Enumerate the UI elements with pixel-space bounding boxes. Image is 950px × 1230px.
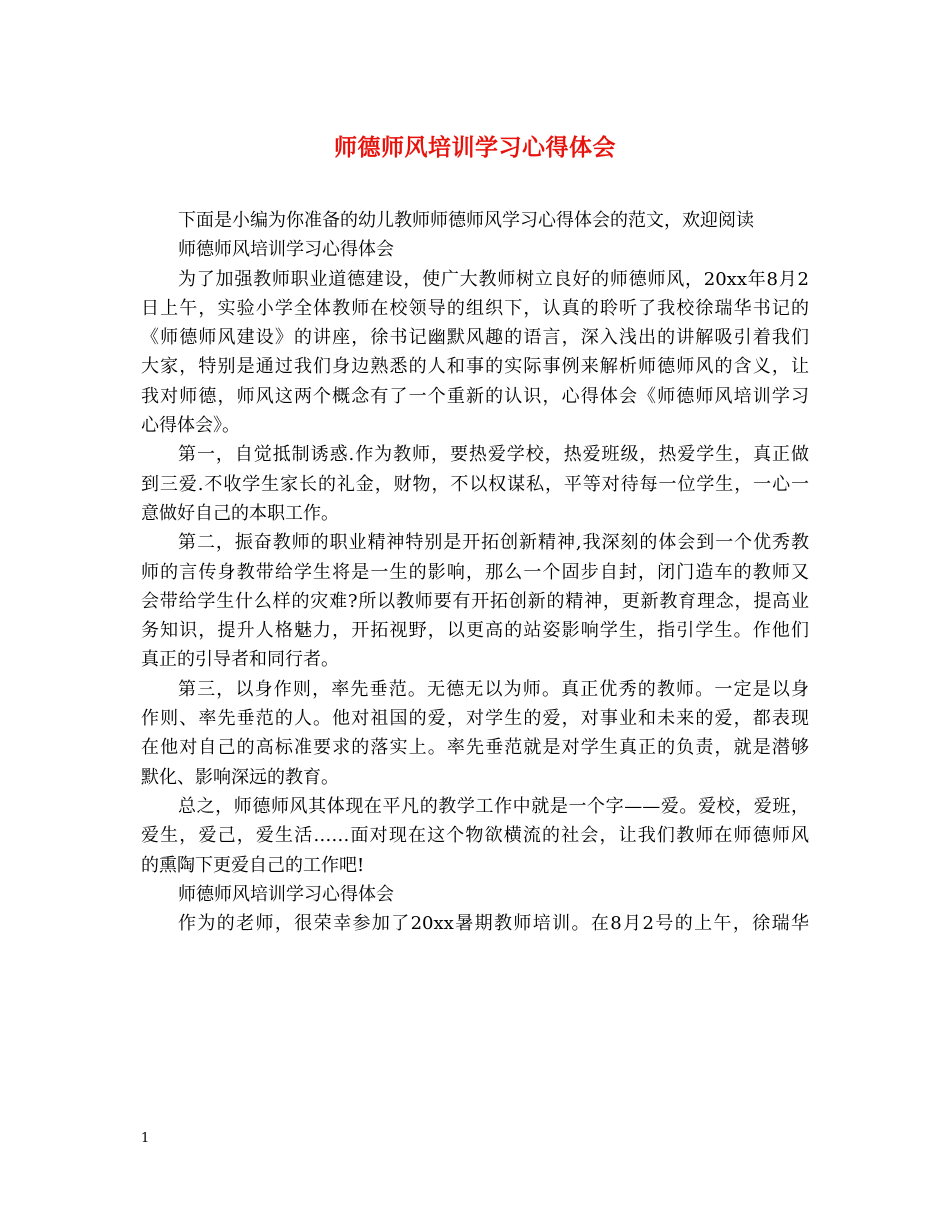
paragraph-line: 作则、率先垂范的人。他对祖国的爱，对学生的爱，对事业和未来的爱，都表现 [141, 708, 809, 730]
paragraph-line: 《师德师风建设》的讲座，徐书记幽默风趣的语言，深入浅出的讲解吸引着我们 [141, 327, 809, 349]
paragraph-line: 的熏陶下更爱自己的工作吧! [141, 854, 365, 876]
section-heading: 师德师风培训学习心得体会 [178, 239, 394, 261]
intro-line: 下面是小编为你准备的幼儿教师师德师风学习心得体会的范文，欢迎阅读 [178, 210, 754, 231]
paragraph-line: 真正的引导者和同行者。 [141, 649, 339, 671]
page-number: 1 [141, 1131, 150, 1146]
paragraph-line: 为了加强教师职业道德建设，使广大教师树立良好的师德师风，20xx年8月2 [178, 268, 809, 290]
paragraph-line: 爱生，爱己，爱生活……面对现在这个物欲横流的社会，让我们教师在师德师风 [141, 825, 809, 847]
paragraph-line: 第一，自觉抵制诱惑.作为教师，要热爱学校，热爱班级，热爱学生，真正做 [178, 444, 809, 466]
paragraph-line: 务知识，提升人格魅力，开拓视野，以更高的站姿影响学生，指引学生。作他们 [141, 620, 809, 642]
document-body [141, 206, 809, 938]
paragraph-line: 心得体会》。 [141, 415, 240, 437]
paragraph-line: 默化、影响深远的教育。 [141, 766, 339, 788]
paragraph-line: 日上午，实验小学全体教师在校领导的组织下，认真的聆听了我校徐瑞华书记的 [141, 297, 809, 319]
document-title: 师德师风培训学习心得体会 [334, 134, 616, 161]
paragraph-line: 作为的老师，很荣幸参加了20xx暑期教师培训。在8月2号的上午，徐瑞华 [178, 913, 809, 935]
paragraph-line: 我对师德，师风这两个概念有了一个重新的认识，心得体会《师德师风培训学习 [141, 385, 809, 407]
paragraph-line: 第三，以身作则，率先垂范。无德无以为师。真正优秀的教师。一定是以身 [178, 678, 809, 700]
paragraph-line: 在他对自己的高标准要求的落实上。率先垂范就是对学生真正的负责，就是潜够 [141, 737, 809, 759]
paragraph-line: 意做好自己的本职工作。 [141, 502, 339, 524]
paragraph-line: 总之，师德师风其体现在平凡的教学工作中就是一个字——爱。爱校，爱班， [178, 795, 809, 817]
paragraph-line: 第二，振奋教师的职业精神特别是开拓创新精神,我深刻的体会到一个优秀教 [178, 532, 809, 554]
paragraph-line: 会带给学生什么样的灾难?所以教师要有开拓创新的精神，更新教育理念，提高业 [141, 590, 809, 612]
paragraph-line: 师的言传身教带给学生将是一生的影响，那么一个固步自封，闭门造车的教师又 [141, 561, 809, 583]
paragraph-line: 大家，特别是通过我们身边熟悉的人和事的实际事例来解析师德师风的含义，让 [141, 356, 809, 378]
section-heading: 师德师风培训学习心得体会 [178, 883, 394, 905]
paragraph-line: 到三爱.不收学生家长的礼金，财物，不以权谋私，平等对待每一位学生，一心一 [141, 473, 809, 495]
